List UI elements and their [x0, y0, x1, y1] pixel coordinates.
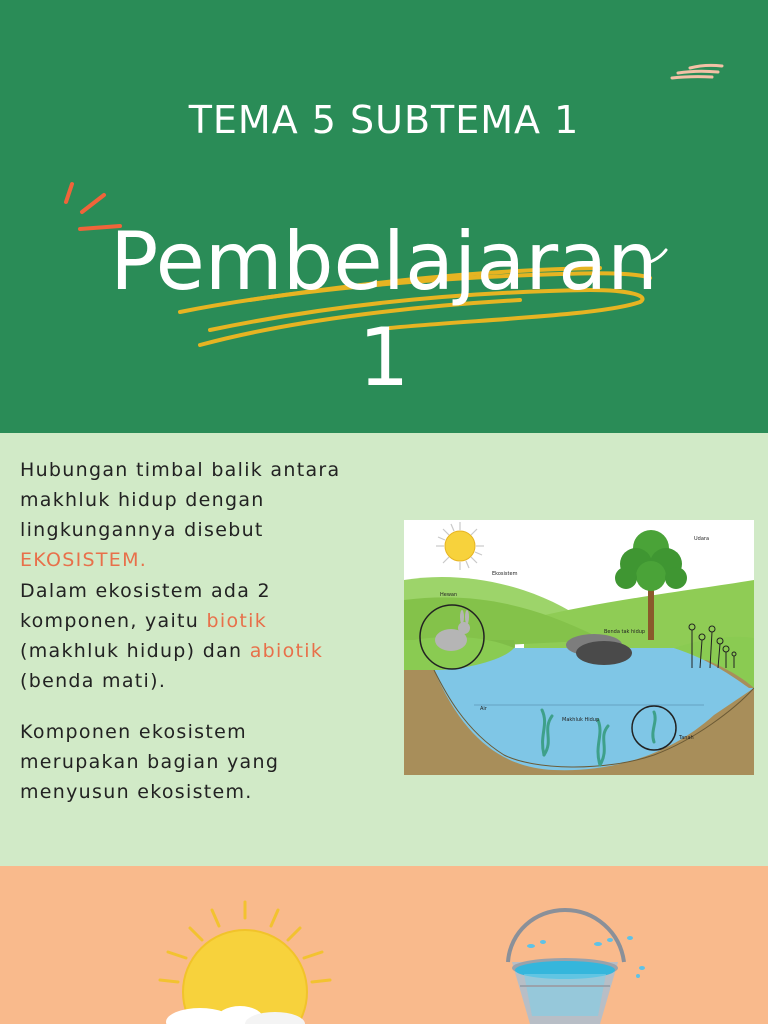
- subtitle: TEMA 5 SUBTEMA 1: [188, 98, 580, 142]
- sun-icon: [436, 522, 484, 570]
- label-air: Air: [480, 706, 487, 712]
- highlight-abiotik: abiotik: [249, 640, 324, 662]
- text-line: menyusun ekosistem.: [20, 781, 253, 803]
- label-tanah: Tanah: [679, 735, 694, 741]
- text-line: merupakan bagian yang: [20, 751, 280, 773]
- text-line: Komponen ekosistem: [20, 721, 247, 743]
- page-title: Pembelajaran: [110, 215, 658, 308]
- sun-icon: [160, 902, 330, 1024]
- text-line: [20, 606, 390, 636]
- label-makhluk-hidup: Makhluk Hidup: [562, 717, 600, 723]
- label-benda-tak-hidup: Benda tak hidup: [604, 629, 646, 635]
- text-line: makhluk hidup dengan: [20, 489, 265, 511]
- label-ekosistem: Ekosistem: [492, 571, 518, 577]
- hero-section: [0, 0, 768, 433]
- text-fragment: (makhluk hidup) dan: [20, 640, 250, 662]
- page-title-number: 1: [358, 311, 410, 404]
- highlight-biotik: biotik: [206, 610, 267, 632]
- highlight-ekosistem: EKOSISTEM.: [20, 549, 148, 571]
- text-fragment: komponen, yaitu: [20, 610, 207, 632]
- paragraph-komponen-ekosistem: [20, 717, 390, 807]
- label-udara: Udara: [694, 536, 710, 542]
- text-line: [20, 636, 390, 666]
- bottom-illustrations: [0, 866, 768, 1024]
- paragraph-ekosistem: [20, 455, 390, 575]
- text-line: (benda mati).: [20, 670, 167, 692]
- top-right-dash-icon: [672, 65, 722, 78]
- label-hewan: Hewan: [440, 592, 458, 598]
- text-line: Dalam ekosistem ada 2: [20, 580, 271, 602]
- bottom-section: [0, 866, 768, 1024]
- paragraph-komponen: [20, 576, 390, 696]
- text-line: Hubungan timbal balik antara: [20, 459, 341, 481]
- bucket-icon: [508, 910, 645, 1024]
- text-line: lingkungannya disebut: [20, 519, 264, 541]
- ecosystem-diagram: [404, 520, 754, 775]
